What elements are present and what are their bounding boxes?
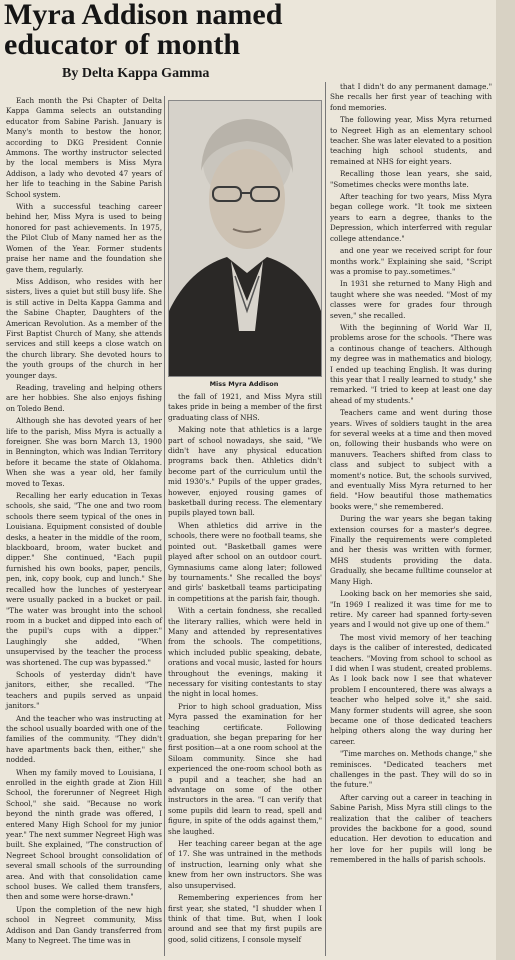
paragraph: Remembering experiences from her first year, she stated, "I shudder when I think of that time. But, when I look around and see that my first pupils are good, solid citizens, I console myself: [168, 893, 322, 944]
paragraph: Recalling her early education in Texas schools, she said, "The one and two room schools there seem typical of the ones in Louisiana. Equipment consisted of double desks, a heater in the middle of the room, blackboard, broom, water bucket and dipper." She continued, "Each pupil furnished his own books, paper, pencils, pen, ink, copy book, cup and lunch." She recalled how the lunches of yesteryear were usually packed in a bucket or pail. "The water was brought into the school room in a bucket and dipped into each of the pupil's cups with a dipper." Laughingly she added, "When unsupervised by the teacher the process was shortened. The cup was bypassed.": [6, 491, 162, 667]
article-column-1: [6, 96, 162, 949]
paragraph: The most vivid memory of her teaching days is the caliber of interested, dedicated teachers. "Moving from school to school as I did when I was student, created problems. As I look back now I see that whatever problem I encountered, there was always a teacher who helped solve it," she said. Many former students will agree, she soon became one of those dedicated teachers helping others along the way during her career.: [330, 632, 492, 746]
paragraph: After teaching for two years, Miss Myra began college work. "It took me sixteen years to earn a degree, thanks to the Depression, which interferred with regular college attendance.": [330, 192, 492, 243]
paragraph: Making note that athletics is a large part of school nowadays, she said, "We didn't have any physical education programs back then. Athletics didn't become part of the curriculum until the mid 1930's." Pupils of the upper grades, however, enjoyed rousing games of basketball during recess. The elementary pupils played town ball.: [168, 425, 322, 518]
paragraph: Reading, traveling and helping others are her hobbies. She also enjoys fishing on Toledo Bend.: [6, 382, 162, 413]
paragraph: With the beginning of World War II, problems arose for the schools. "There was a continous change of teachers. Although my degree was in mathematics and biology, I ended up teaching English. It was during this year that I really learned to study," she remarked. "I tried to keep at least one day ahead of my students.": [330, 322, 492, 405]
paragraph: Schools of yesterday didn't have janitors, either, she recalled. "The teachers and pupils served as unpaid janitors.": [6, 669, 162, 711]
paragraph: When athletics did arrive in the schools, there were no football teams, she pointed out. "Basketball games were played after school on an outdoor court. Gymnasiums came along later; followed by tournaments." She recalled the boys' and girls' basketball teams participating in competitions at the parish fair, though.: [168, 520, 322, 603]
paragraph: Each month the Psi Chapter of Delta Kappa Gamma selects an outstanding educator from Sabine Parish. January is Many's month to bestow the honor, according to DKG President Connie Ammons. The worthy instructor selected by the local members is Miss Myra Addison, a lady who devoted 47 years of her life to teaching in the Sabine Parish School system.: [6, 96, 162, 199]
adjacent-page-edge: [496, 0, 515, 960]
paragraph: the fall of 1921, and Miss Myra still takes pride in being a member of the first graduating class of NHS.: [168, 392, 322, 422]
paragraph: After carving out a career in teaching in Sabine Parish, Miss Myra still clings to the realization that the caliber of teachers provides the backbone for a good, sound education. Her devotion to education and her love for her pupils will long be remembered in the halls of parish schools.: [330, 792, 492, 865]
paragraph: With a successful teaching career behind her, Miss Myra is used to being honored for past achievements. In 1975, the Pilot Club of Many named her as the Women of the Year. Former students praise her name and the foundation she gave them, regularly.: [6, 202, 162, 274]
paragraph: And the teacher who was instructing at the school usually boarded with one of the families of the community. "They didn't have apartments back then, either," she nodded.: [6, 713, 162, 765]
paragraph: and one year we received script for four months work." Explaining she said, "Script was a promise to pay..sometimes.": [330, 246, 492, 276]
paragraph: During the war years she began taking extension courses for a master's degree. Finally the requirements were completed and her thesis was written with former, MHS students providing the data. Gradually, she became fulltime counselor at Many High.: [330, 514, 492, 586]
paragraph: In 1931 she returned to Many High and taught where she was needed. "Most of my classes were for grades four through seven," she recalled.: [330, 279, 492, 320]
paragraph: With a certain fondness, she recalled the literary rallies, which were held in Many and attended by representatives from the schools. The competitions, which included public speaking, debate, orations and vocal music, lasted for hours throughout the evenings, making it necessary for visiting contestants to stay the night in local homes.: [168, 606, 322, 699]
byline: By Delta Kappa Gamma: [62, 66, 210, 81]
portrait-photo: [168, 100, 322, 377]
paragraph: Prior to high school graduation, Miss Myra passed the examination for her teaching certificate. Following graduation, she began preparing for her first position—at a one room school at the Siloam community. Since she had experienced the one-room school both as a pupil and a teacher, she had an advantage on some of the other instructors in the area. "I can verify that some pupils did learn to read, spell and figure, in spite of the odds against them," she laughed.: [168, 701, 322, 836]
paragraph: Miss Addison, who resides with her sisters, lives a quiet but still busy life. She is still active in Delta Kappa Gamma and the Sabine Chapter, Daughters of the American Revolution. As a member of the First Baptist Church of Many, she attends services and still keeps a close watch on the church library. She devoted hours to the youth groups of the church in her younger days.: [6, 276, 162, 380]
paragraph: When my family moved to Louisiana, I enrolled in the eighth grade at Zion Hill School, the forerunner of Negreet High School," she said. "Because no work beyond the ninth grade was offered, I entered Many High School for my junior year." The next summer Negreet High was built. She explained, "The construction of Negreet School brought consolidation of several small schools of the surrounding area. And with that consolidation came school buses. We called them transfers, then and some were horse-drawn.": [6, 767, 162, 902]
paragraph: Her teaching career began at the age of 17. She was untrained in the methods of instruction, learning only what she knew from her own instructors. She was also unsupervised.: [168, 839, 322, 890]
paragraph: that I didn't do any permanent damage." She recalls her first year of teaching with fond memories.: [330, 82, 492, 112]
photo-caption: Miss Myra Addison: [209, 380, 279, 388]
paragraph: Recalling those lean years, she said, "Sometimes checks were months late.: [330, 169, 492, 189]
portrait-illustration: [169, 101, 321, 376]
paragraph: Upon the completion of the new high school in Negreet community, Miss Addison and Dan Gandy transferred from Many to Negreet. The time was in: [6, 904, 162, 946]
paragraph: "Time marches on. Methods change," she reminisces. "Dedicated teachers met challenges in the past. They will do so in the future.": [330, 749, 492, 790]
column-rule: [325, 82, 326, 956]
paragraph: Looking back on her memories she said, "In 1969 I realized it was time for me to retire. My career had spanned forty-seven years and I would not give up one of them.": [330, 589, 492, 630]
headline: Myra Addison named educator of month: [4, 0, 283, 61]
paragraph: Teachers came and went during those years. Wives of soldiers taught in the area for several weeks at a time and then moved on, following their husbands who were on manuvers. Teachers shifted from class to class and subject to subject with a moment's notice. But, the schools survived, and eventually Miss Myra returned to her field. "How beautiful those mathematics books were," she remembered.: [330, 408, 492, 511]
article-column-3: [330, 82, 492, 868]
column-rule: [164, 96, 165, 956]
paragraph: The following year, Miss Myra returned to Negreet High as an elementary school teacher. She was later elevated to a position teaching high school students, and remained at NHS for eight years.: [330, 115, 492, 166]
paragraph: Although she has devoted years of her life to the parish, Miss Myra is actually a foreigner. She was born March 13, 1900 in Bennington, which was Indian Territory before it became the state of Oklahoma. When she was a year old, her family moved to Texas.: [6, 416, 162, 488]
article-column-2: [168, 392, 322, 947]
